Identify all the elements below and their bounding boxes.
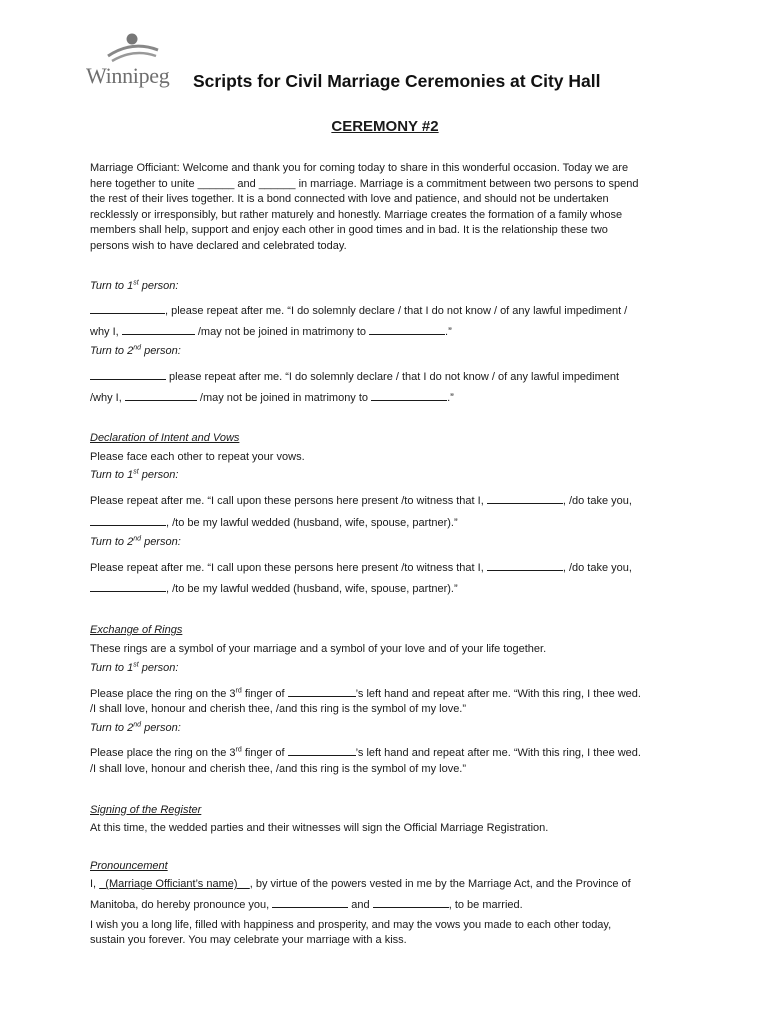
rings-intro: These rings are a symbol of your marriage and a symbol of your love and of your life together. — [90, 643, 547, 656]
name-blank[interactable] — [272, 896, 348, 908]
turn-second-person-label: Turn to 2nd person: — [90, 535, 181, 549]
name-blank[interactable] — [487, 559, 563, 571]
first-person-declaration-line: , please repeat after me. “I do solemnly declare / that I do not know / of any lawful impediment / — [90, 302, 690, 320]
name-blank[interactable] — [90, 302, 165, 314]
first-person-declaration-line: why I, /may not be joined in matrimony to .” — [90, 323, 690, 341]
turn-first-person-label: Turn to 1st person: — [90, 661, 179, 675]
turn-first-person-label: Turn to 1st person: — [90, 468, 179, 482]
name-blank[interactable] — [122, 323, 195, 335]
second-person-vow-line: Please repeat after me. “I call upon these persons here present /to witness that I, , /do take you, — [90, 559, 690, 577]
name-blank[interactable] — [487, 492, 563, 504]
name-blank[interactable] — [373, 896, 449, 908]
register-text: At this time, the wedded parties and their witnesses will sign the Official Marriage Registration. — [90, 822, 549, 835]
officiant-name-field[interactable]: (Marriage Officiant’s name) — [99, 878, 250, 891]
rings-section-heading: Exchange of Rings — [90, 623, 183, 636]
first-person-ring-line: /I shall love, honour and cherish thee, /and this ring is the symbol of my love.” — [90, 703, 467, 716]
second-person-ring-line: /I shall love, honour and cherish thee, /and this ring is the symbol of my love.” — [90, 763, 467, 776]
text-line: here together to unite ______ and ______ in marriage. Marriage is a commitment between two persons to spend — [90, 177, 639, 190]
first-person-vow-line: , /to be my lawful wedded (husband, wife, spouse, partner).” — [90, 514, 690, 532]
second-person-declaration-line: please repeat after me. “I do solemnly declare / that I do not know / of any lawful impediment — [90, 368, 690, 386]
document-body — [90, 161, 690, 949]
turn-second-person-label: Turn to 2nd person: — [90, 721, 181, 734]
text-line: Marriage Officiant: Welcome and thank you for coming today to share in this wonderful occasion. Today we are — [90, 162, 629, 174]
first-person-vow-line: Please repeat after me. “I call upon these persons here present /to witness that I, , /do take you, — [90, 492, 690, 510]
name-blank[interactable] — [90, 580, 166, 592]
text-line: recklessly or irresponsibly, but rather maturely and honestly. Marriage creates the formation of a family whose — [90, 208, 623, 221]
pronouncement-line: I, (Marriage Officiant’s name) , by virtue of the powers vested in me by the Marriage Act, and the Province of — [90, 878, 631, 891]
winnipeg-logo-emblem-icon — [86, 30, 180, 66]
first-person-ring-line: Please place the ring on the 3rd finger of ’s left hand and repeat after me. “With this ring, I thee wed. — [90, 685, 690, 703]
text-line: persons wish to have declared and celebrated today. — [90, 239, 347, 252]
name-blank[interactable] — [371, 389, 447, 401]
turn-second-person-label: Turn to 2nd person: — [90, 344, 181, 358]
second-person-ring-line: Please place the ring on the 3rd finger of ’s left hand and repeat after me. “With this ring, I thee wed. — [90, 744, 690, 762]
closing-line: sustain you forever. You may celebrate your marriage with a kiss. — [90, 934, 407, 947]
name-blank[interactable] — [125, 389, 197, 401]
name-blank[interactable] — [90, 368, 166, 380]
register-section-heading: Signing of the Register — [90, 803, 202, 816]
pronouncement-section-heading: Pronouncement — [90, 859, 168, 872]
vows-section-heading: Declaration of Intent and Vows — [90, 432, 240, 445]
document-title: Scripts for Civil Marriage Ceremonies at City Hall — [193, 71, 601, 91]
logo-wordmark: Winnipeg — [86, 63, 170, 88]
intro-paragraph — [90, 161, 690, 255]
name-blank[interactable] — [288, 744, 356, 756]
text-line: members shall help, support and enjoy each other in good times and in bad. It is the relationship these two — [90, 224, 608, 237]
closing-line: I wish you a long life, filled with happiness and prosperity, and may the vows you made to each other today, — [90, 918, 612, 931]
ceremony-heading: CEREMONY #2 — [331, 118, 439, 135]
text-line: the rest of their lives together. It is a bond connected with love and patience, and should not be undertaken — [90, 193, 609, 206]
second-person-vow-line: , /to be my lawful wedded (husband, wife, spouse, partner).” — [90, 580, 690, 598]
second-person-declaration-line: /why I, /may not be joined in matrimony to .” — [90, 389, 690, 407]
name-blank[interactable] — [369, 323, 445, 335]
turn-first-person-label: Turn to 1st person: — [90, 278, 179, 292]
pronouncement-line: Manitoba, do hereby pronounce you, and , to be married. — [90, 896, 690, 914]
name-blank[interactable] — [90, 514, 166, 526]
vows-instruction: Please face each other to repeat your vows. — [90, 450, 305, 463]
winnipeg-logo — [86, 30, 180, 92]
name-blank[interactable] — [288, 685, 356, 697]
